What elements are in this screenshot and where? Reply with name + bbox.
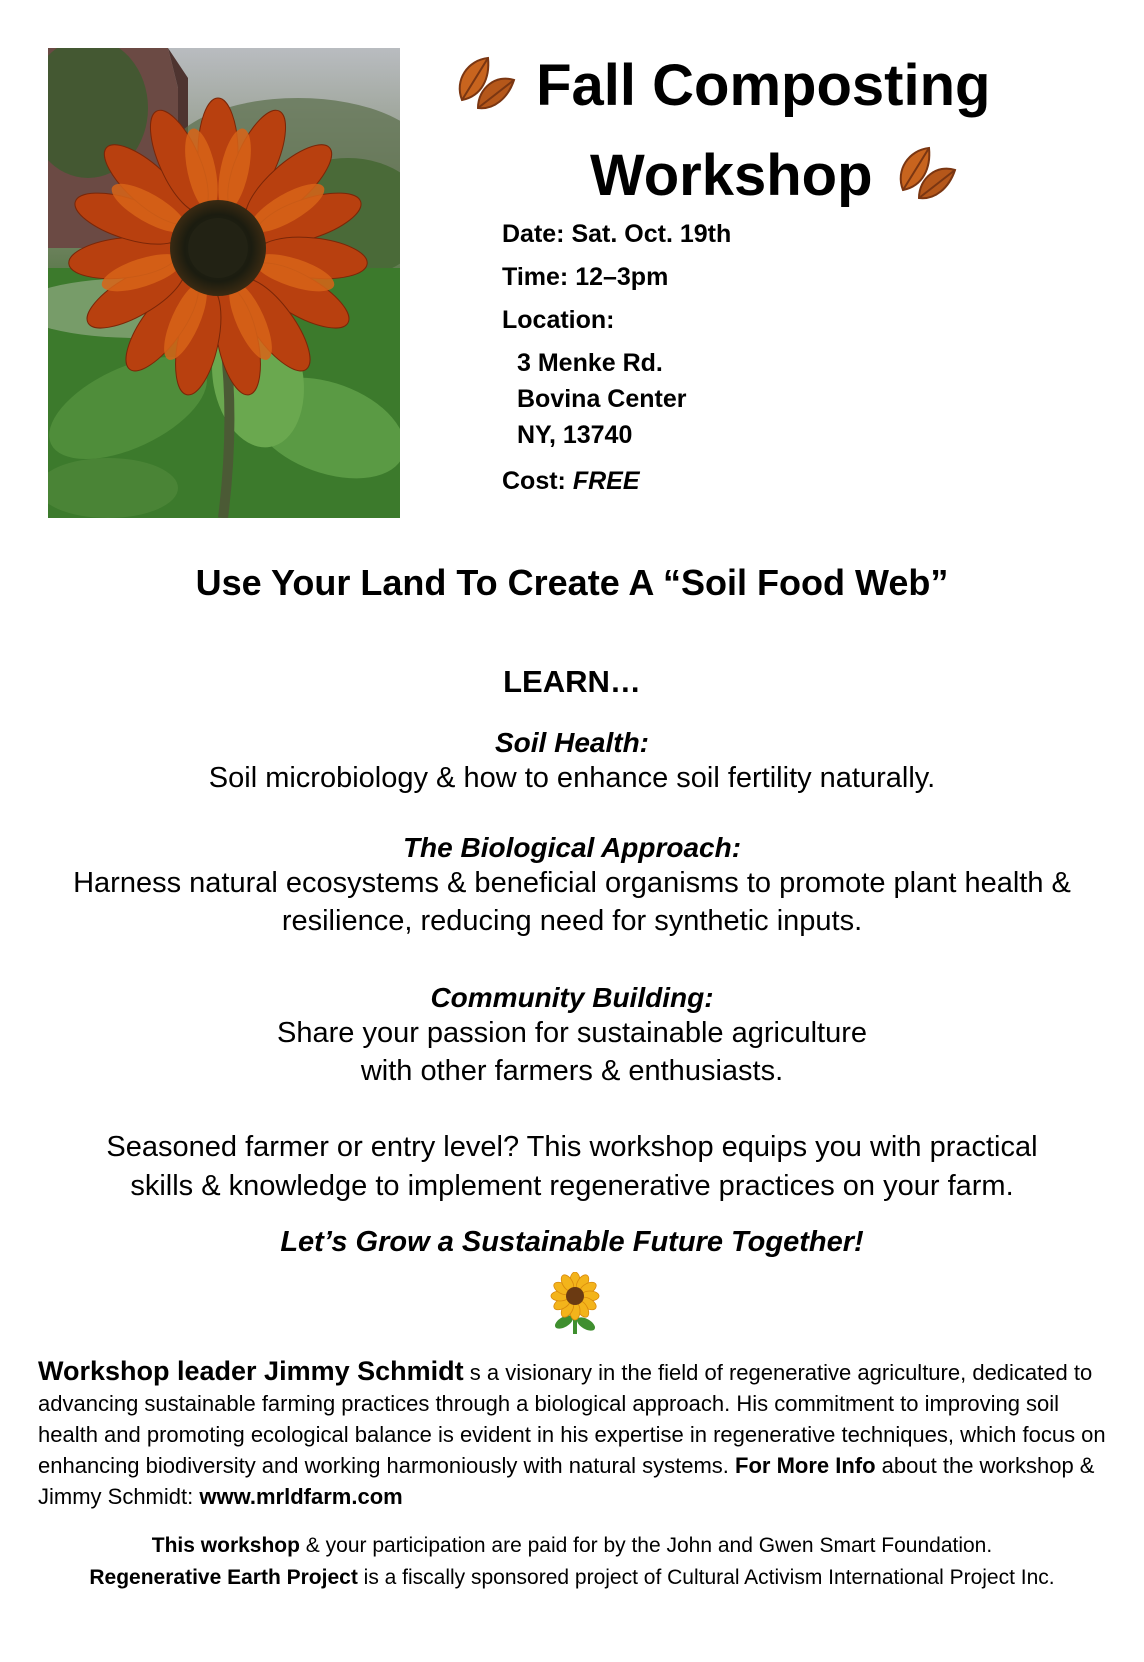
cost-label: Cost: [502, 467, 566, 495]
footer-line-2-text: is a fiscally sponsored project of Cultural Activism International Project Inc. [357, 1566, 1055, 1589]
time-row [502, 265, 731, 308]
event-details [502, 222, 731, 512]
bio-text: s a visionary in the field of regenerative agriculture, dedicated to advancing sustainable farming practices through a biological approach. His commitment to improving soil health and promoting ecological balance is evident in his expertise in regenerative techniques, which focus on enhancing biodiversity and working harmoniously with natural systems. [38, 1360, 1106, 1478]
section-body-line: with other farmers & enthusiasts. [360, 1055, 784, 1087]
cost-value: FREE [572, 467, 640, 495]
footer-line-1 [0, 1530, 1144, 1562]
location-label: Location: [502, 306, 615, 334]
address-line-3: NY, 13740 [517, 421, 633, 449]
leader-bio [38, 1356, 1110, 1512]
sunflower-photo-illustration [48, 48, 400, 518]
tagline: Let’s Grow a Sustainable Future Together! [280, 1226, 864, 1258]
footer-line-1-text: & your participation are paid for by the John and Gwen Smart Foundation. [299, 1534, 993, 1557]
section-title: Community Building: [430, 982, 714, 1013]
title-text-1: Fall Composting [536, 53, 991, 118]
sunflower-photo [48, 48, 400, 518]
seasoned-line: Seasoned farmer or entry level? This workshop equips you with practical [106, 1131, 1038, 1163]
section-title: Soil Health: [494, 727, 649, 758]
date-value: Sat. Oct. 19th [571, 220, 732, 248]
time-value: 12–3pm [575, 263, 669, 291]
title-line-2 [590, 140, 961, 212]
section-body-line: resilience, reducing need for synthetic inputs. [281, 905, 863, 937]
time-label: Time: [502, 263, 569, 291]
section-soil-health [0, 727, 1144, 797]
more-info-label: For More Info [735, 1453, 876, 1478]
bio-lead: Workshop leader Jimmy Schmidt [38, 1356, 464, 1386]
website-link[interactable]: www.mrldfarm.com [199, 1484, 403, 1509]
section-body-line: Harness natural ecosystems & beneficial organisms to promote plant health & [73, 867, 1071, 899]
sunflower-icon [548, 1272, 602, 1334]
section-body-line: Share your passion for sustainable agriculture [277, 1017, 867, 1049]
section-title: The Biological Approach: [402, 832, 742, 863]
footer-line-2-bold: Regenerative Earth Project [89, 1566, 358, 1589]
footer-line-1-bold: This workshop [151, 1534, 300, 1557]
seasoned-paragraph [0, 1128, 1144, 1206]
cost-row [502, 469, 731, 512]
title-text-2: Workshop [590, 143, 873, 208]
address-line-2: Bovina Center [517, 385, 687, 413]
fallen-leaf-icon [889, 140, 961, 212]
learn-heading: LEARN… [503, 664, 641, 699]
more-info-text: about the workshop & Jimmy Schmidt: [38, 1453, 1095, 1509]
footer-line-2 [0, 1562, 1144, 1594]
date-label: Date: [502, 220, 565, 248]
title-line-1 [448, 50, 990, 122]
address-line-1: 3 Menke Rd. [517, 349, 663, 377]
section-biological-approach [0, 832, 1144, 940]
footer [0, 1530, 1144, 1594]
section-body-line: Soil microbiology & how to enhance soil fertility naturally. [208, 762, 936, 794]
date-row [502, 222, 731, 265]
seasoned-line: skills & knowledge to implement regenerative practices on your farm. [130, 1170, 1014, 1202]
section-community-building [0, 982, 1144, 1090]
fallen-leaf-icon [448, 50, 520, 122]
headline: Use Your Land To Create A “Soil Food Web” [195, 562, 949, 603]
